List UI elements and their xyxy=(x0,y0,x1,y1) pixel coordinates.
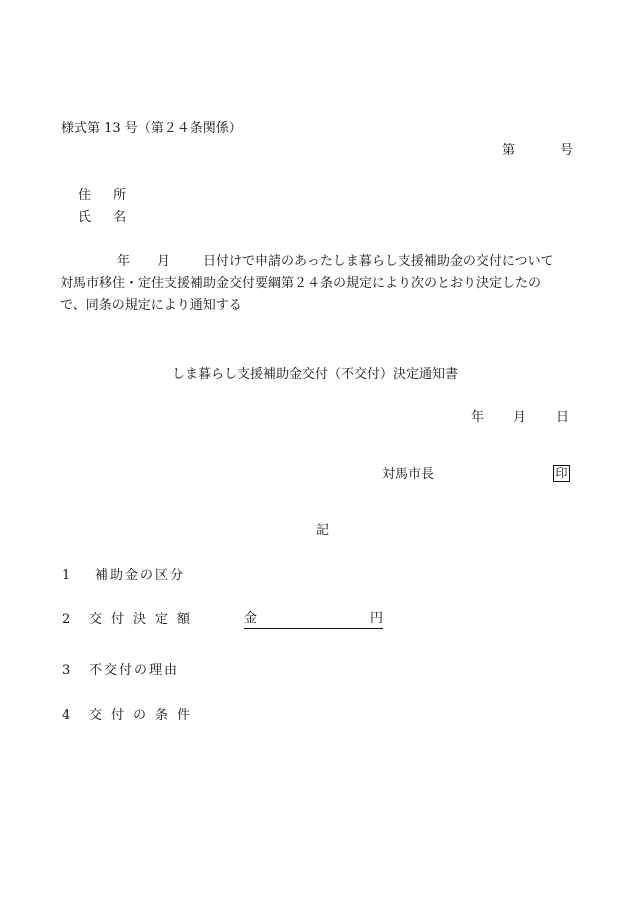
item-number: 1 xyxy=(62,568,71,583)
date-month: 月 xyxy=(513,410,527,425)
doc-no-prefix: 第 xyxy=(502,143,516,158)
document-title: しま暮らし支援補助金交付（不交付）決定通知書 xyxy=(172,367,459,382)
name-label: 氏 名 xyxy=(78,210,136,225)
body-month: 月 xyxy=(157,254,171,269)
item-number: 4 xyxy=(62,708,71,723)
item-label: 不交付の理由 xyxy=(89,663,180,678)
body-year: 年 xyxy=(117,254,131,269)
item-label: 交付決定額 xyxy=(89,612,200,627)
amount-suffix: 円 xyxy=(369,611,383,626)
date-day: 日 xyxy=(556,410,570,425)
item-number: 3 xyxy=(62,663,71,678)
date-year: 年 xyxy=(471,410,485,425)
item-label: 補助金の区分 xyxy=(95,568,186,583)
amount-prefix: 金 xyxy=(244,611,258,626)
item-number: 2 xyxy=(62,612,71,627)
form-number: 様式第 13 号（第２４条関係） xyxy=(61,121,242,136)
body-line2: 対馬市移住・定住支援補助金交付要綱第２４条の規定により次のとおり決定したの xyxy=(60,276,542,291)
body-line3: で、同条の規定により通知する xyxy=(60,298,242,313)
body-line1: 日付けで申請のあったしま暮らし支援補助金の交付について xyxy=(203,254,554,269)
item-label: 交付の条件 xyxy=(89,708,200,723)
address-label: 住 所 xyxy=(78,188,136,203)
doc-no-suffix: 号 xyxy=(560,143,574,158)
issuer-name: 対馬市長 xyxy=(382,467,435,482)
amount-field xyxy=(244,611,383,629)
seal-mark: 印 xyxy=(553,465,570,482)
ki-heading: 記 xyxy=(316,523,330,538)
